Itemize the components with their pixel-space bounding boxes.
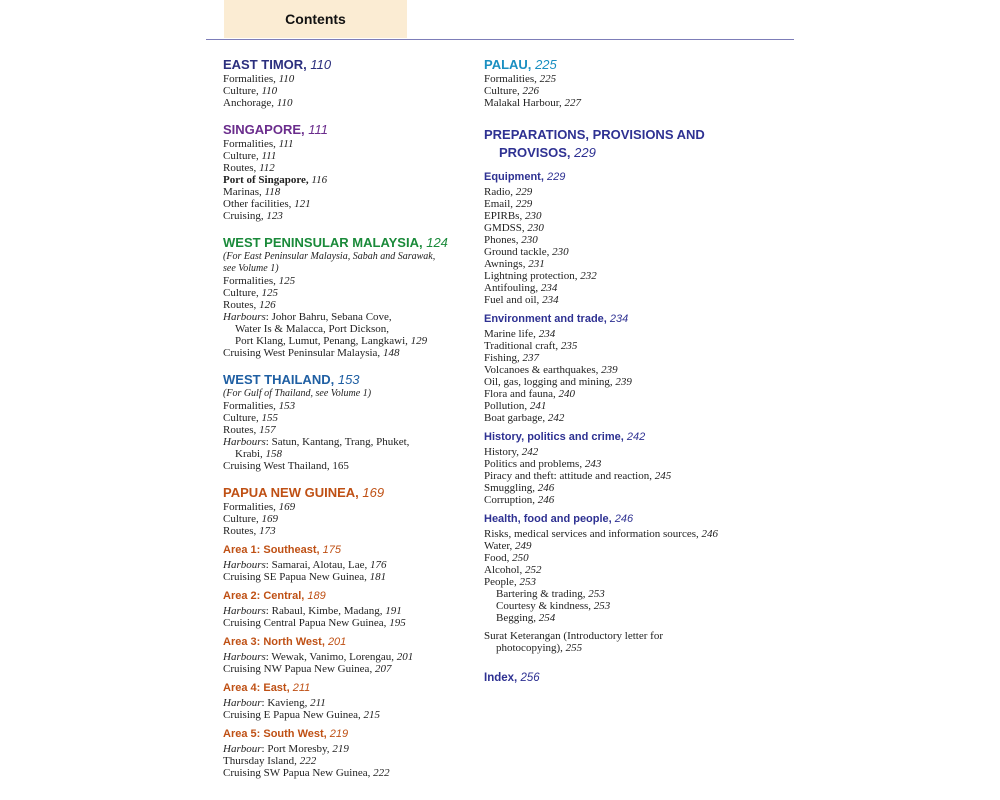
toc-entry[interactable]: GMDSS, 230: [484, 222, 544, 234]
toc-entry[interactable]: Formalities, 110: [223, 73, 295, 85]
subsection-history: [484, 430, 764, 506]
toc-entry[interactable]: Traditional craft, 235: [484, 340, 578, 352]
toc-entry[interactable]: Routes, 173: [223, 525, 276, 537]
toc-entry[interactable]: Culture, 125: [223, 287, 278, 299]
toc-entry[interactable]: Boat garbage, 242: [484, 412, 565, 424]
toc-entry[interactable]: Anchorage, 110: [223, 97, 293, 109]
toc-entry[interactable]: Politics and problems, 243: [484, 458, 602, 470]
entry-list: [223, 138, 478, 222]
area-title[interactable]: Area 1: Southeast, 175: [223, 544, 342, 556]
toc-entry[interactable]: Malakal Harbour, 227: [484, 97, 582, 109]
toc-entry-harbours[interactable]: Harbour: Kavieng, 211: [223, 697, 326, 709]
entry-list: [223, 388, 478, 472]
toc-entry[interactable]: Fishing, 237: [484, 352, 540, 364]
section-title[interactable]: PAPUA NEW GUINEA, 169: [223, 485, 385, 500]
toc-entry[interactable]: Routes, 157: [223, 424, 276, 436]
right-column: [484, 57, 764, 685]
area-4: [223, 681, 478, 721]
area-3: [223, 635, 478, 675]
toc-entry[interactable]: Food, 250: [484, 552, 529, 564]
toc-entry[interactable]: Culture, 111: [223, 150, 277, 162]
section-title[interactable]: SINGAPORE, 111: [223, 122, 329, 137]
toc-entry[interactable]: Port of Singapore, 116: [223, 174, 328, 186]
toc-entry[interactable]: Cruising E Papua New Guinea, 215: [223, 709, 381, 721]
subsection-title[interactable]: Health, food and people, 246: [484, 513, 634, 525]
section-title[interactable]: WEST PENINSULAR MALAYSIA, 124: [223, 235, 448, 250]
toc-entry[interactable]: Cruising SE Papua New Guinea, 181: [223, 571, 387, 583]
toc-entry[interactable]: Radio, 229: [484, 186, 533, 198]
toc-entry[interactable]: Volcanoes & earthquakes, 239: [484, 364, 618, 376]
toc-entry-harbours[interactable]: Harbours: Rabaul, Kimbe, Madang, 191: [223, 605, 402, 617]
toc-entry[interactable]: Awnings, 231: [484, 258, 545, 270]
area-2: [223, 589, 478, 629]
toc-entry[interactable]: Marine life, 234: [484, 328, 556, 340]
toc-entry[interactable]: Piracy and theft: attitude and reaction, 245: [484, 470, 672, 482]
toc-entry[interactable]: Culture, 110: [223, 85, 278, 97]
subsection-equipment: [484, 170, 764, 306]
toc-entry[interactable]: Other facilities, 121: [223, 198, 311, 210]
toc-entry[interactable]: Marinas, 118: [223, 186, 281, 198]
section-title[interactable]: EAST TIMOR, 110: [223, 57, 332, 72]
section-palau: [484, 57, 764, 109]
left-column: [223, 57, 478, 779]
toc-entry[interactable]: Cruising SW Papua New Guinea, 222: [223, 767, 390, 779]
toc-entry[interactable]: Email, 229: [484, 198, 533, 210]
section-west-thailand: [223, 372, 478, 472]
toc-entry-harbours[interactable]: Krabi, 158: [235, 448, 283, 460]
entry-list: [223, 73, 478, 109]
toc-entry[interactable]: Routes, 126: [223, 299, 276, 311]
toc-entry[interactable]: Begging, 254: [496, 612, 556, 624]
toc-entry[interactable]: Lightning protection, 232: [484, 270, 597, 282]
toc-entry[interactable]: Formalities, 225: [484, 73, 557, 85]
toc-entry[interactable]: Water, 249: [484, 540, 532, 552]
toc-entry[interactable]: Thursday Island, 222: [223, 755, 317, 767]
toc-entry[interactable]: Alcohol, 252: [484, 564, 542, 576]
toc-entry[interactable]: Bartering & trading, 253: [496, 588, 605, 600]
toc-entry[interactable]: Antifouling, 234: [484, 282, 558, 294]
toc-entry[interactable]: Risks, medical services and information sources, 246: [484, 528, 719, 540]
toc-entry[interactable]: Surat Keterangan (Introductory letter for: [484, 630, 663, 642]
toc-entry[interactable]: Fuel and oil, 234: [484, 294, 559, 306]
index-title[interactable]: Index, 256: [484, 672, 540, 684]
subsection-environment: [484, 312, 764, 424]
section-title[interactable]: PREPARATIONS, PROVISIONS AND PROVISOS, 229: [484, 127, 705, 160]
section-note: (For Gulf of Thailand, see Volume 1): [223, 388, 372, 399]
toc-entry-harbours[interactable]: Harbours: Satun, Kantang, Trang, Phuket,: [223, 436, 410, 448]
toc-entry-harbours[interactable]: Harbours: Wewak, Vanimo, Lorengau, 201: [223, 651, 414, 663]
entry-list: [484, 73, 764, 109]
toc-entry[interactable]: Cruising Central Papua New Guinea, 195: [223, 617, 406, 629]
section-note: see Volume 1): [223, 263, 279, 274]
toc-entry[interactable]: Corruption, 246: [484, 494, 555, 506]
section-index: [484, 671, 764, 685]
toc-entry[interactable]: Smuggling, 246: [484, 482, 555, 494]
toc-entry[interactable]: History, 242: [484, 446, 539, 458]
toc-entry-harbours[interactable]: Port Klang, Lumut, Penang, Langkawi, 129: [235, 335, 428, 347]
section-title[interactable]: PALAU, 225: [484, 57, 557, 72]
toc-entry[interactable]: Formalities, 111: [223, 138, 294, 150]
toc-entry[interactable]: Formalities, 153: [223, 400, 296, 412]
section-west-peninsular-malaysia: [223, 235, 478, 359]
section-singapore: [223, 122, 478, 222]
toc-entry-harbours[interactable]: Harbours: Samarai, Alotau, Lae, 176: [223, 559, 387, 571]
subsection-title[interactable]: History, politics and crime, 242: [484, 431, 646, 443]
toc-entry-harbours[interactable]: Harbours: Johor Bahru, Sebana Cove,: [223, 311, 392, 323]
section-papua-new-guinea: [223, 485, 478, 779]
toc-entry[interactable]: Cruising West Thailand, 165: [223, 460, 349, 472]
contents-tab: Contents: [224, 0, 407, 38]
toc-entry[interactable]: Pollution, 241: [484, 400, 547, 412]
toc-entry[interactable]: photocopying), 255: [496, 642, 583, 654]
area-title[interactable]: Area 5: South West, 219: [223, 728, 349, 740]
toc-entry[interactable]: Phones, 230: [484, 234, 538, 246]
toc-entry[interactable]: Flora and fauna, 240: [484, 388, 576, 400]
area-title[interactable]: Area 3: North West, 201: [223, 636, 347, 648]
toc-entry[interactable]: Ground tackle, 230: [484, 246, 569, 258]
entry-list: [223, 501, 478, 537]
surat-keterangan-entry: [484, 630, 764, 654]
section-note: (For East Peninsular Malaysia, Sabah and Sarawak,: [223, 251, 436, 262]
toc-entry[interactable]: Cruising West Peninsular Malaysia, 148: [223, 347, 400, 359]
area-title[interactable]: Area 2: Central, 189: [223, 590, 326, 602]
subsection-title[interactable]: Equipment, 229: [484, 171, 566, 183]
toc-entry[interactable]: Formalities, 169: [223, 501, 296, 513]
toc-entry-harbours[interactable]: Harbour: Port Moresby, 219: [223, 743, 349, 755]
toc-entry[interactable]: Courtesy & kindness, 253: [496, 600, 611, 612]
toc-entry[interactable]: Routes, 112: [223, 162, 275, 174]
area-title[interactable]: Area 4: East, 211: [223, 682, 311, 694]
subsection-health: [484, 512, 764, 624]
toc-entry[interactable]: Culture, 169: [223, 513, 278, 525]
toc-entry[interactable]: Cruising, 123: [223, 210, 283, 222]
area-1: [223, 543, 478, 583]
area-5: [223, 727, 478, 779]
toc-entry[interactable]: Cruising NW Papua New Guinea, 207: [223, 663, 392, 675]
section-preparations: [484, 126, 764, 654]
header-rule: [206, 39, 794, 40]
toc-entry[interactable]: EPIRBs, 230: [484, 210, 542, 222]
toc-entry[interactable]: Oil, gas, logging and mining, 239: [484, 376, 632, 388]
toc-entry[interactable]: Formalities, 125: [223, 275, 296, 287]
section-title[interactable]: WEST THAILAND, 153: [223, 372, 360, 387]
toc-entry[interactable]: Culture, 155: [223, 412, 278, 424]
toc-entry[interactable]: Culture, 226: [484, 85, 539, 97]
section-east-timor: [223, 57, 478, 109]
entry-list: [223, 251, 478, 359]
subsection-title[interactable]: Environment and trade, 234: [484, 313, 629, 325]
toc-entry-harbours[interactable]: Water Is & Malacca, Port Dickson,: [235, 323, 389, 335]
toc-entry[interactable]: People, 253: [484, 576, 536, 588]
